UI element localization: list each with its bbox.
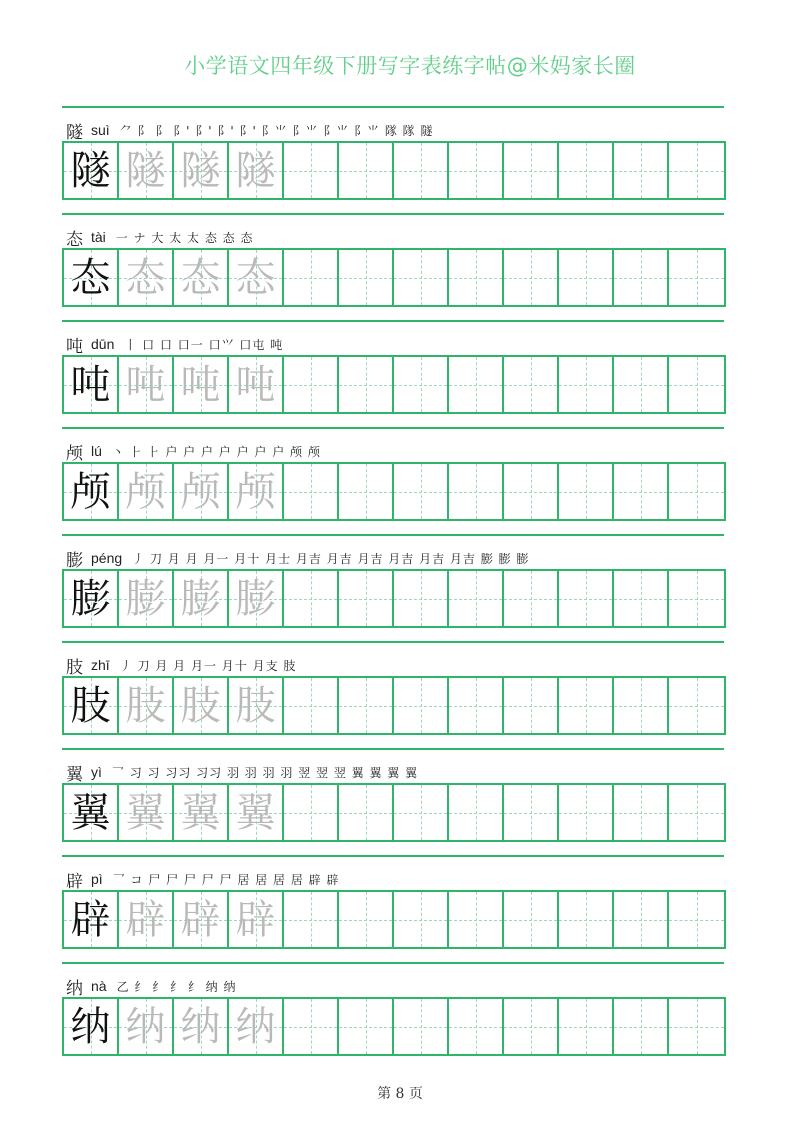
model-character: 纳: [70, 1003, 111, 1050]
trace-character: 吨: [125, 361, 166, 408]
trace-cell: [229, 250, 284, 305]
trace-cell: [174, 571, 229, 626]
trace-cell: [174, 678, 229, 733]
entry-header: [66, 760, 418, 784]
pinyin: nà: [91, 978, 107, 994]
pinyin: suì: [91, 122, 110, 138]
practice-entry: [62, 748, 724, 855]
blank-cell[interactable]: [504, 357, 559, 412]
blank-cell[interactable]: [284, 464, 339, 519]
trace-character: 膨: [235, 575, 276, 622]
trace-cell: [119, 357, 174, 412]
blank-cell[interactable]: [339, 571, 394, 626]
entry-header: [66, 439, 321, 463]
trace-character: 翼: [180, 789, 221, 836]
trace-cell: [229, 143, 284, 198]
row-divider: [62, 962, 724, 964]
trace-character: 隧: [235, 147, 276, 194]
blank-cell[interactable]: [614, 785, 669, 840]
trace-character: 颅: [125, 468, 166, 515]
blank-cell[interactable]: [394, 250, 449, 305]
row-divider: [62, 534, 724, 536]
practice-grid: [62, 569, 726, 628]
stroke-order: 乛 习 习 习习 习习 羽 羽 羽 羽 翌 翌 翌 翼 翼 翼 翼: [111, 765, 419, 780]
blank-cell[interactable]: [504, 785, 559, 840]
trace-character: 纳: [125, 1003, 166, 1050]
blank-cell[interactable]: [449, 571, 504, 626]
trace-character: 隧: [180, 147, 221, 194]
trace-character: 肢: [180, 682, 221, 729]
blank-cell[interactable]: [284, 892, 339, 947]
trace-character: 纳: [180, 1003, 221, 1050]
header-character: 辟: [66, 871, 83, 892]
blank-cell[interactable]: [339, 143, 394, 198]
model-cell: [64, 464, 119, 519]
model-character: 翼: [70, 789, 111, 836]
trace-cell: [229, 785, 284, 840]
blank-cell[interactable]: [559, 250, 614, 305]
blank-cell[interactable]: [559, 571, 614, 626]
row-divider: [62, 106, 724, 108]
practice-entry: [62, 534, 724, 641]
model-cell: [64, 785, 119, 840]
blank-cell[interactable]: [669, 357, 724, 412]
blank-cell[interactable]: [394, 143, 449, 198]
pinyin: yì: [91, 764, 102, 780]
blank-cell[interactable]: [449, 678, 504, 733]
row-divider: [62, 427, 724, 429]
trace-character: 颅: [180, 468, 221, 515]
blank-cell[interactable]: [394, 678, 449, 733]
practice-entry: [62, 962, 724, 1069]
blank-cell[interactable]: [339, 785, 394, 840]
entry-header: [66, 118, 433, 142]
blank-cell[interactable]: [614, 464, 669, 519]
blank-cell[interactable]: [284, 999, 339, 1054]
header-character: 态: [66, 229, 83, 250]
practice-entry: [62, 855, 724, 962]
pinyin: dūn: [91, 336, 115, 352]
blank-cell[interactable]: [614, 678, 669, 733]
blank-cell[interactable]: [284, 143, 339, 198]
practice-grid: [62, 355, 726, 414]
model-cell: [64, 571, 119, 626]
model-cell: [64, 678, 119, 733]
practice-entry: [62, 641, 724, 748]
stroke-order: 一 ナ 大 太 太 态 态 态: [115, 230, 254, 245]
trace-cell: [229, 678, 284, 733]
blank-cell[interactable]: [339, 250, 394, 305]
stroke-order: 丶 ⺊ ⺊ 户 户 户 户 户 户 户 颅 颅: [111, 444, 321, 459]
blank-cell[interactable]: [559, 892, 614, 947]
trace-cell: [174, 250, 229, 305]
trace-character: 颅: [235, 468, 276, 515]
trace-character: 肢: [235, 682, 276, 729]
blank-cell[interactable]: [504, 571, 559, 626]
blank-cell[interactable]: [449, 892, 504, 947]
blank-cell[interactable]: [669, 143, 724, 198]
blank-cell[interactable]: [669, 571, 724, 626]
blank-cell[interactable]: [449, 785, 504, 840]
trace-character: 膨: [180, 575, 221, 622]
blank-cell[interactable]: [284, 571, 339, 626]
blank-cell[interactable]: [559, 464, 614, 519]
blank-cell[interactable]: [614, 250, 669, 305]
entry-header: [66, 332, 283, 356]
row-divider: [62, 320, 724, 322]
row-divider: [62, 213, 724, 215]
pinyin: pì: [91, 871, 103, 887]
blank-cell[interactable]: [559, 999, 614, 1054]
blank-cell[interactable]: [669, 785, 724, 840]
entry-header: [66, 546, 529, 570]
trace-character: 辟: [235, 896, 276, 943]
trace-character: 辟: [180, 896, 221, 943]
trace-cell: [229, 999, 284, 1054]
trace-character: 态: [180, 254, 221, 301]
blank-cell[interactable]: [559, 785, 614, 840]
blank-cell[interactable]: [284, 250, 339, 305]
trace-cell: [174, 892, 229, 947]
trace-character: 吨: [180, 361, 221, 408]
blank-cell[interactable]: [394, 357, 449, 412]
practice-entry: [62, 320, 724, 427]
blank-cell[interactable]: [504, 143, 559, 198]
trace-cell: [119, 785, 174, 840]
blank-cell[interactable]: [614, 143, 669, 198]
pinyin: tài: [91, 229, 106, 245]
blank-cell[interactable]: [669, 892, 724, 947]
trace-cell: [229, 892, 284, 947]
header-character: 膨: [66, 550, 83, 571]
blank-cell[interactable]: [614, 892, 669, 947]
practice-grid: [62, 676, 726, 735]
blank-cell[interactable]: [339, 999, 394, 1054]
header-character: 吨: [66, 336, 83, 357]
blank-cell[interactable]: [339, 678, 394, 733]
practice-grid: [62, 141, 726, 200]
practice-grid: [62, 890, 726, 949]
entry-header: [66, 974, 236, 998]
model-character: 吨: [70, 361, 111, 408]
blank-cell[interactable]: [339, 357, 394, 412]
model-character: 膨: [70, 575, 111, 622]
blank-cell[interactable]: [394, 571, 449, 626]
header-character: 颅: [66, 443, 83, 464]
header-character: 纳: [66, 978, 83, 999]
trace-character: 态: [125, 254, 166, 301]
trace-character: 隧: [125, 147, 166, 194]
trace-cell: [174, 464, 229, 519]
practice-entry: [62, 213, 724, 320]
blank-cell[interactable]: [449, 999, 504, 1054]
trace-character: 辟: [125, 896, 166, 943]
trace-cell: [174, 785, 229, 840]
stroke-order: 丨 口 口 口一 口⺍ 口屯 吨: [124, 337, 284, 352]
trace-cell: [174, 143, 229, 198]
entry-header: [66, 225, 254, 249]
page-title: 小学语文四年级下册写字表练字帖@米妈家长圈: [184, 54, 636, 78]
blank-cell[interactable]: [669, 999, 724, 1054]
practice-grid: [62, 462, 726, 521]
pinyin: péng: [91, 550, 123, 566]
practice-entry: [62, 427, 724, 534]
pinyin: lú: [91, 443, 102, 459]
trace-cell: [119, 892, 174, 947]
stroke-order: ⺈ 阝 阝 阝' 阝' 阝' 阝' 阝⺌ 阝⺌ 阝⺌ 阝⺌ 隊 隊 隧: [119, 123, 434, 138]
trace-character: 膨: [125, 575, 166, 622]
trace-cell: [229, 464, 284, 519]
blank-cell[interactable]: [449, 250, 504, 305]
blank-cell[interactable]: [449, 464, 504, 519]
trace-cell: [229, 571, 284, 626]
model-cell: [64, 999, 119, 1054]
blank-cell[interactable]: [394, 999, 449, 1054]
blank-cell[interactable]: [614, 357, 669, 412]
blank-cell[interactable]: [449, 143, 504, 198]
stroke-order: 乙 纟 纟 纟 纟 纳 纳: [116, 979, 237, 994]
trace-cell: [119, 143, 174, 198]
blank-cell[interactable]: [284, 785, 339, 840]
blank-cell[interactable]: [669, 464, 724, 519]
trace-character: 翼: [235, 789, 276, 836]
trace-cell: [229, 357, 284, 412]
blank-cell[interactable]: [339, 464, 394, 519]
blank-cell[interactable]: [394, 892, 449, 947]
stroke-order: 丿 刀 月 月 月一 月十 月士 月吉 月吉 月吉 月吉 月吉 月吉 膨 膨 膨: [132, 551, 530, 566]
model-character: 颅: [70, 468, 111, 515]
header-character: 隧: [66, 122, 83, 143]
blank-cell[interactable]: [559, 678, 614, 733]
trace-character: 翼: [125, 789, 166, 836]
blank-cell[interactable]: [339, 892, 394, 947]
blank-cell[interactable]: [669, 250, 724, 305]
model-cell: [64, 143, 119, 198]
trace-cell: [119, 571, 174, 626]
blank-cell[interactable]: [394, 785, 449, 840]
header-character: 肢: [66, 657, 83, 678]
trace-character: 态: [235, 254, 276, 301]
blank-cell[interactable]: [284, 678, 339, 733]
practice-grid: [62, 248, 726, 307]
model-cell: [64, 892, 119, 947]
stroke-order: 乛 コ 尸 尸 尸 尸 尸 居 居 居 居 辟 辟: [112, 872, 340, 887]
trace-character: 肢: [125, 682, 166, 729]
header-character: 翼: [66, 764, 83, 785]
blank-cell[interactable]: [504, 464, 559, 519]
trace-cell: [174, 357, 229, 412]
practice-grid: [62, 997, 726, 1056]
stroke-order: 丿 刀 月 月 月一 月十 月支 肢: [119, 658, 297, 673]
blank-cell[interactable]: [449, 357, 504, 412]
model-character: 肢: [70, 682, 111, 729]
model-cell: [64, 357, 119, 412]
blank-cell[interactable]: [504, 999, 559, 1054]
blank-cell[interactable]: [559, 143, 614, 198]
trace-cell: [119, 678, 174, 733]
blank-cell[interactable]: [394, 464, 449, 519]
row-divider: [62, 641, 724, 643]
practice-rows: [62, 106, 724, 1069]
entry-header: [66, 867, 339, 891]
trace-character: 吨: [235, 361, 276, 408]
blank-cell[interactable]: [614, 999, 669, 1054]
row-divider: [62, 855, 724, 857]
pinyin: zhī: [91, 657, 110, 673]
blank-cell[interactable]: [504, 250, 559, 305]
blank-cell[interactable]: [614, 571, 669, 626]
trace-character: 纳: [235, 1003, 276, 1050]
model-character: 态: [70, 254, 111, 301]
practice-grid: [62, 783, 726, 842]
row-divider: [62, 748, 724, 750]
blank-cell[interactable]: [669, 678, 724, 733]
blank-cell[interactable]: [284, 357, 339, 412]
practice-entry: [62, 106, 724, 213]
trace-cell: [119, 250, 174, 305]
page-number: 第 8 页: [377, 1086, 423, 1102]
model-character: 辟: [70, 896, 111, 943]
entry-header: [66, 653, 296, 677]
model-character: 隧: [70, 147, 111, 194]
blank-cell[interactable]: [504, 678, 559, 733]
trace-cell: [119, 464, 174, 519]
trace-cell: [119, 999, 174, 1054]
trace-cell: [174, 999, 229, 1054]
blank-cell[interactable]: [504, 892, 559, 947]
model-cell: [64, 250, 119, 305]
blank-cell[interactable]: [559, 357, 614, 412]
